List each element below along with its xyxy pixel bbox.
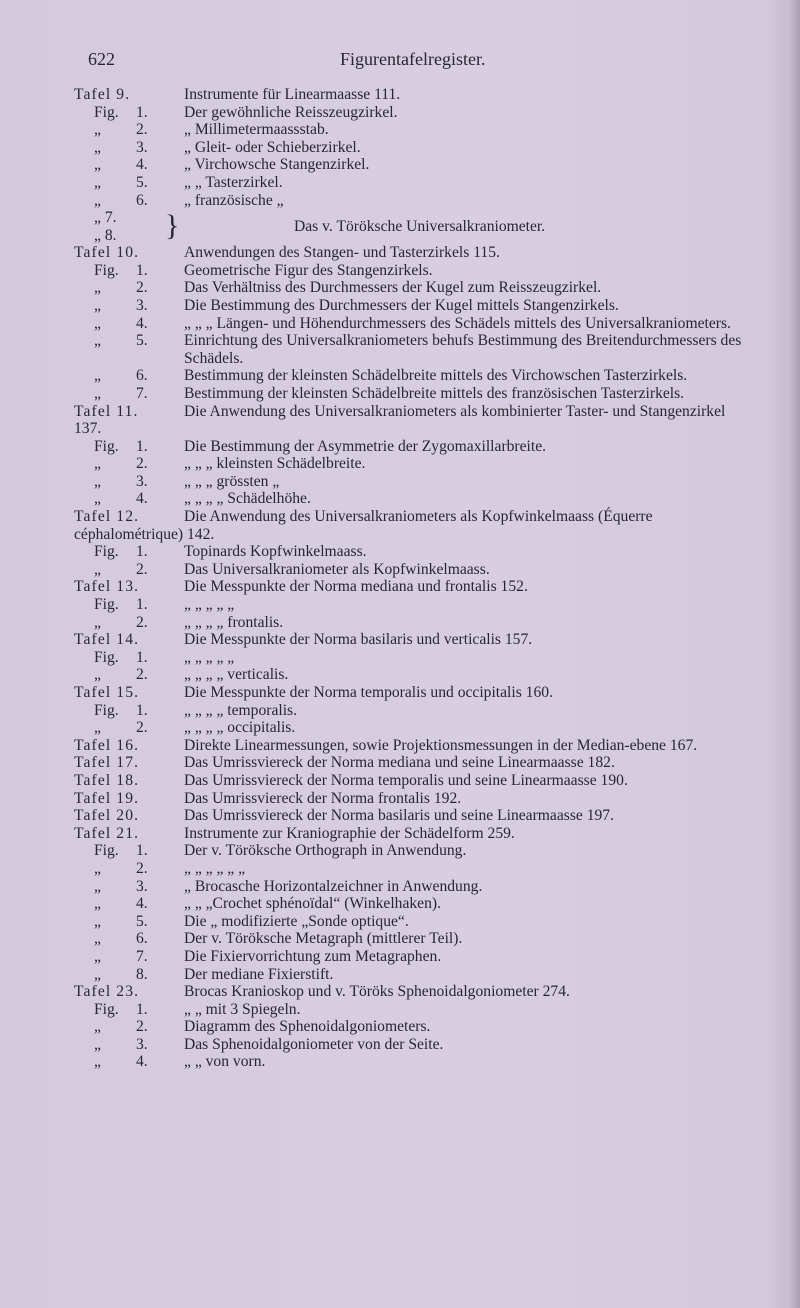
fig-entry	[74, 121, 754, 139]
fig-number: 5.	[136, 912, 148, 930]
fig-entry	[74, 1053, 754, 1071]
tafel-label: Tafel 17.	[74, 754, 140, 772]
fig-entry	[74, 1018, 754, 1036]
fig-number: 3.	[136, 138, 148, 156]
tafel-entry	[74, 807, 754, 825]
fig-number: 2.	[136, 666, 148, 684]
tafel-label: Tafel 23.	[74, 983, 140, 1001]
tafel-caption: Das Umrissviereck der Norma basilaris und seine Linearmaasse 197.	[184, 807, 614, 825]
fig-number: 2.	[136, 279, 148, 297]
fig-prefix: „	[94, 613, 101, 631]
fig-prefix: Fig.	[94, 543, 119, 561]
fig-entry	[74, 139, 754, 157]
fig-prefix: „	[94, 472, 101, 490]
tafel-caption: Die Anwendung des Universalkraniometers als kombinierter Taster- und Stangenzirkel 137.	[74, 402, 726, 438]
fig-prefix: „	[94, 156, 101, 174]
fig-caption: „ Gleit- oder Schieberzirkel.	[184, 138, 361, 156]
fig-caption: „ „ „ Längen- und Höhendurchmessers des Schädels mittels des Universalkraniometers.	[184, 314, 731, 332]
fig-entry	[74, 279, 754, 297]
fig-entry	[74, 1036, 754, 1054]
fig-entry	[74, 561, 754, 579]
fig-entry	[74, 614, 754, 632]
tafel-entry	[74, 772, 754, 790]
fig-caption: „ Millimetermaassstab.	[184, 121, 329, 139]
fig-prefix: „	[94, 666, 101, 684]
fig-caption: Diagramm des Sphenoidalgoniometers.	[184, 1018, 431, 1036]
fig-prefix: „	[94, 895, 101, 913]
tafel-entry	[74, 508, 754, 543]
fig-entry	[74, 490, 754, 508]
fig-number: 2.	[136, 1018, 148, 1036]
fig-entry	[74, 455, 754, 473]
fig-prefix: Fig.	[94, 261, 119, 279]
fig-number: 3.	[136, 472, 148, 490]
fig-entry	[74, 649, 754, 667]
fig-prefix: „	[94, 912, 101, 930]
fig-caption: „ „ Tasterzirkel.	[184, 173, 283, 191]
fig-number: 6.	[136, 367, 148, 385]
tafel-entry	[74, 983, 754, 1001]
fig-caption: Bestimmung der kleinsten Schädelbreite mittels des Virchowschen Tasterzirkels.	[184, 367, 688, 385]
fig-entry	[74, 596, 754, 614]
tafel-label: Tafel 19.	[74, 789, 140, 807]
fig-caption: Das Sphenoidalgoniometer von der Seite.	[184, 1035, 444, 1053]
running-head	[88, 46, 728, 72]
fig-entry	[74, 367, 754, 385]
tafel-label: Tafel 10.	[74, 244, 140, 262]
page-number: 622	[88, 49, 115, 69]
tafel-label: Tafel 11.	[74, 402, 139, 420]
fig-number: 1.	[136, 543, 148, 561]
fig-prefix: „	[94, 1035, 101, 1053]
tafel-label: Tafel 20.	[74, 807, 140, 825]
fig-caption: Das Universalkraniometer als Kopfwinkelmaass.	[184, 560, 490, 578]
fig-prefix: „	[94, 314, 101, 332]
fig-caption: „ Virchowsche Stangenzirkel.	[184, 156, 370, 174]
fig-entry	[74, 438, 754, 456]
fig-number: 3.	[136, 296, 148, 314]
fig-caption: „ „ von vorn.	[184, 1053, 266, 1071]
page-spine-shadow	[786, 0, 800, 1308]
tafel-caption: Das Umrissviereck der Norma mediana und seine Linearmaasse 182.	[184, 754, 615, 772]
fig-entry	[74, 719, 754, 737]
tafel-label: Tafel 13.	[74, 578, 140, 596]
fig-number: 2.	[136, 455, 148, 473]
fig-number: 2.	[136, 121, 148, 139]
tafel-label: Tafel 15.	[74, 684, 140, 701]
fig-entry	[74, 332, 754, 367]
fig-caption: „ „ „ „ „	[184, 648, 235, 666]
fig-entry	[74, 895, 754, 913]
tafel-entry	[74, 825, 754, 843]
fig-prefix: „	[94, 965, 101, 983]
fig-number: 7.	[136, 947, 148, 965]
fig-prefix: Fig.	[94, 701, 119, 719]
tafel-entry	[74, 578, 754, 596]
page-title: Figurentafelregister.	[340, 49, 486, 69]
fig-prefix: „	[94, 455, 101, 473]
fig-caption: Topinards Kopfwinkelmaass.	[184, 543, 367, 561]
fig-number: 4.	[136, 895, 148, 913]
fig-prefix: „	[94, 930, 101, 948]
fig-number: 8.	[136, 965, 148, 983]
tafel-entry	[74, 403, 754, 438]
fig-caption: Geometrische Figur des Stangenzirkels.	[184, 261, 433, 279]
fig-caption: Das v. Töröksche Universalkraniometer.	[294, 218, 546, 236]
tafel-entry	[74, 684, 754, 702]
tafel-label: Tafel 16.	[74, 736, 140, 754]
fig-entry	[74, 666, 754, 684]
fig-caption: Die Fixiervorrichtung zum Metagraphen.	[184, 947, 442, 965]
tafel-caption: Die Messpunkte der Norma basilaris und verticalis 157.	[184, 631, 533, 649]
fig-entry	[74, 385, 754, 403]
fig-number: 5.	[136, 332, 148, 350]
fig-caption: Bestimmung der kleinsten Schädelbreite mittels des französischen Tasterzirkels.	[184, 384, 685, 402]
fig-entry	[74, 948, 754, 966]
fig-prefix: „	[94, 279, 101, 297]
fig-caption: „ „ „ grössten „	[184, 472, 280, 490]
fig-prefix: „	[94, 191, 101, 209]
fig-caption: „ „ „ „ Schädelhöhe.	[184, 490, 311, 508]
fig-entry	[74, 104, 754, 122]
fig-number: 2.	[136, 613, 148, 631]
fig-caption: Die „ modifizierte „Sonde optique“.	[184, 912, 409, 930]
fig-entry	[74, 1001, 754, 1019]
fig-number: 7.	[136, 384, 148, 402]
fig-number: 4.	[136, 490, 148, 508]
tafel-caption: Die Messpunkte der Norma mediana und frontalis 152.	[184, 578, 528, 596]
fig-caption: Die Bestimmung des Durchmessers der Kugel mittels Stangenzirkels.	[184, 296, 619, 314]
tafel-caption: Instrumente für Linearmaasse 111.	[184, 86, 401, 103]
fig-number: 6.	[136, 930, 148, 948]
tafel-caption: Anwendungen des Stangen- und Tasterzirkels 115.	[184, 244, 500, 262]
fig-entry	[74, 473, 754, 491]
fig-prefix: „	[94, 560, 101, 578]
fig-number: 1.	[136, 648, 148, 666]
fig-number: 4.	[136, 314, 148, 332]
fig-number: 1.	[136, 103, 148, 121]
fig-prefix: „	[94, 1018, 101, 1036]
tafel-caption: Direkte Linearmessungen, sowie Projektionsmessungen in der Median-ebene 167.	[184, 736, 698, 754]
fig-prefix: „	[94, 719, 101, 737]
fig-caption: Der v. Töröksche Orthograph in Anwendung.	[184, 842, 467, 860]
fig-number: 4.	[136, 1053, 148, 1071]
fig-prefix: „	[94, 332, 101, 350]
tafel-caption: Das Umrissviereck der Norma frontalis 192.	[184, 789, 462, 807]
fig-caption: „ „ „ „ „ „	[184, 859, 246, 877]
fig-number: 1.	[136, 1000, 148, 1018]
fig-entry	[74, 966, 754, 984]
fig-prefix: „	[94, 490, 101, 508]
fig-prefix: „	[94, 367, 101, 385]
fig-number: 1.	[136, 261, 148, 279]
tafel-entry	[74, 754, 754, 772]
fig-prefix: Fig.	[94, 648, 119, 666]
fig-entry	[74, 860, 754, 878]
fig-entry	[74, 192, 754, 210]
fig-prefix: „	[94, 877, 101, 895]
tafel-caption: Das Umrissviereck der Norma temporalis und seine Linearmaasse 190.	[184, 771, 628, 789]
fig-prefix: Fig.	[94, 103, 119, 121]
tafel-entry	[74, 631, 754, 649]
fig-number: 4.	[136, 156, 148, 174]
tafel-label: Tafel 21.	[74, 824, 140, 842]
fig-entry	[74, 315, 754, 333]
fig-number: 1.	[136, 596, 148, 614]
fig-prefix: „	[94, 1053, 101, 1071]
figure-register-list	[74, 86, 754, 1071]
fig-caption: „ „ „ „ verticalis.	[184, 666, 289, 684]
fig-number: 1.	[136, 437, 148, 455]
fig-number: 1.	[136, 842, 148, 860]
fig-prefix: „	[94, 121, 101, 139]
fig-entry	[74, 842, 754, 860]
fig-prefix: Fig.	[94, 437, 119, 455]
fig-number: 2.	[136, 560, 148, 578]
fig-number: „ 8.	[94, 226, 117, 244]
fig-entry-brace	[74, 209, 754, 244]
fig-number: 2.	[136, 719, 148, 737]
tafel-label: Tafel 14.	[74, 631, 140, 649]
tafel-label: Tafel 9.	[74, 86, 131, 103]
fig-number: 1.	[136, 701, 148, 719]
fig-prefix: „	[94, 138, 101, 156]
fig-number: 6.	[136, 191, 148, 209]
fig-prefix: „	[94, 384, 101, 402]
fig-prefix: „	[94, 859, 101, 877]
tafel-caption: Die Messpunkte der Norma temporalis und occipitalis 160.	[184, 684, 553, 701]
fig-caption: Der v. Töröksche Metagraph (mittlerer Teil).	[184, 930, 463, 948]
fig-prefix: Fig.	[94, 596, 119, 614]
tafel-caption: Die Anwendung des Universalkraniometers als Kopfwinkelmaass (Équerre céphalométrique) 142.	[74, 508, 653, 543]
fig-caption: „ „ mit 3 Spiegeln.	[184, 1000, 301, 1018]
fig-caption: „ „ „ „ occipitalis.	[184, 719, 296, 737]
tafel-entry	[74, 737, 754, 755]
fig-caption: „ „ „Crochet sphénoïdal“ (Winkelhaken).	[184, 895, 441, 913]
fig-prefix: „	[94, 296, 101, 314]
fig-prefix: „	[94, 947, 101, 965]
tafel-label: Tafel 12.	[74, 508, 140, 526]
tafel-caption: Instrumente zur Kraniographie der Schädelform 259.	[184, 824, 515, 842]
fig-number-pair	[94, 209, 154, 244]
fig-number: 2.	[136, 859, 148, 877]
fig-caption: „ „ „ kleinsten Schädelbreite.	[184, 455, 366, 473]
brace-glyph: }	[165, 209, 180, 243]
fig-caption: Der gewöhnliche Reisszeugzirkel.	[184, 103, 398, 121]
fig-caption: „ Brocasche Horizontalzeichner in Anwendung.	[184, 877, 483, 895]
fig-number: 3.	[136, 877, 148, 895]
tafel-label: Tafel 18.	[74, 771, 140, 789]
fig-prefix: Fig.	[94, 1000, 119, 1018]
fig-number: 5.	[136, 173, 148, 191]
tafel-entry	[74, 86, 754, 104]
fig-entry	[74, 262, 754, 280]
fig-entry	[74, 878, 754, 896]
fig-number: 3.	[136, 1035, 148, 1053]
fig-prefix: „	[94, 173, 101, 191]
fig-caption: „ „ „ „ temporalis.	[184, 701, 298, 719]
tafel-entry	[74, 244, 754, 262]
fig-entry	[74, 702, 754, 720]
fig-caption: Einrichtung des Universalkraniometers behufs Bestimmung des Breitendurchmessers des Schädels.	[184, 332, 742, 367]
fig-entry	[74, 156, 754, 174]
fig-entry	[74, 174, 754, 192]
fig-entry	[74, 930, 754, 948]
tafel-caption: Brocas Kranioskop und v. Töröks Sphenoidalgoniometer 274.	[184, 983, 570, 1001]
fig-number: „ 7.	[94, 209, 117, 227]
fig-caption: Das Verhältniss des Durchmessers der Kugel zum Reisszeugzirkel.	[184, 279, 602, 297]
fig-entry	[74, 297, 754, 315]
fig-caption: „ „ „ „ „	[184, 596, 235, 614]
fig-caption: Der mediane Fixierstift.	[184, 965, 334, 983]
fig-entry	[74, 543, 754, 561]
fig-caption: „ „ „ „ frontalis.	[184, 613, 284, 631]
fig-entry	[74, 913, 754, 931]
fig-caption: „ französische „	[184, 191, 284, 209]
fig-prefix: Fig.	[94, 842, 119, 860]
fig-caption: Die Bestimmung der Asymmetrie der Zygomaxillarbreite.	[184, 437, 547, 455]
tafel-entry	[74, 790, 754, 808]
